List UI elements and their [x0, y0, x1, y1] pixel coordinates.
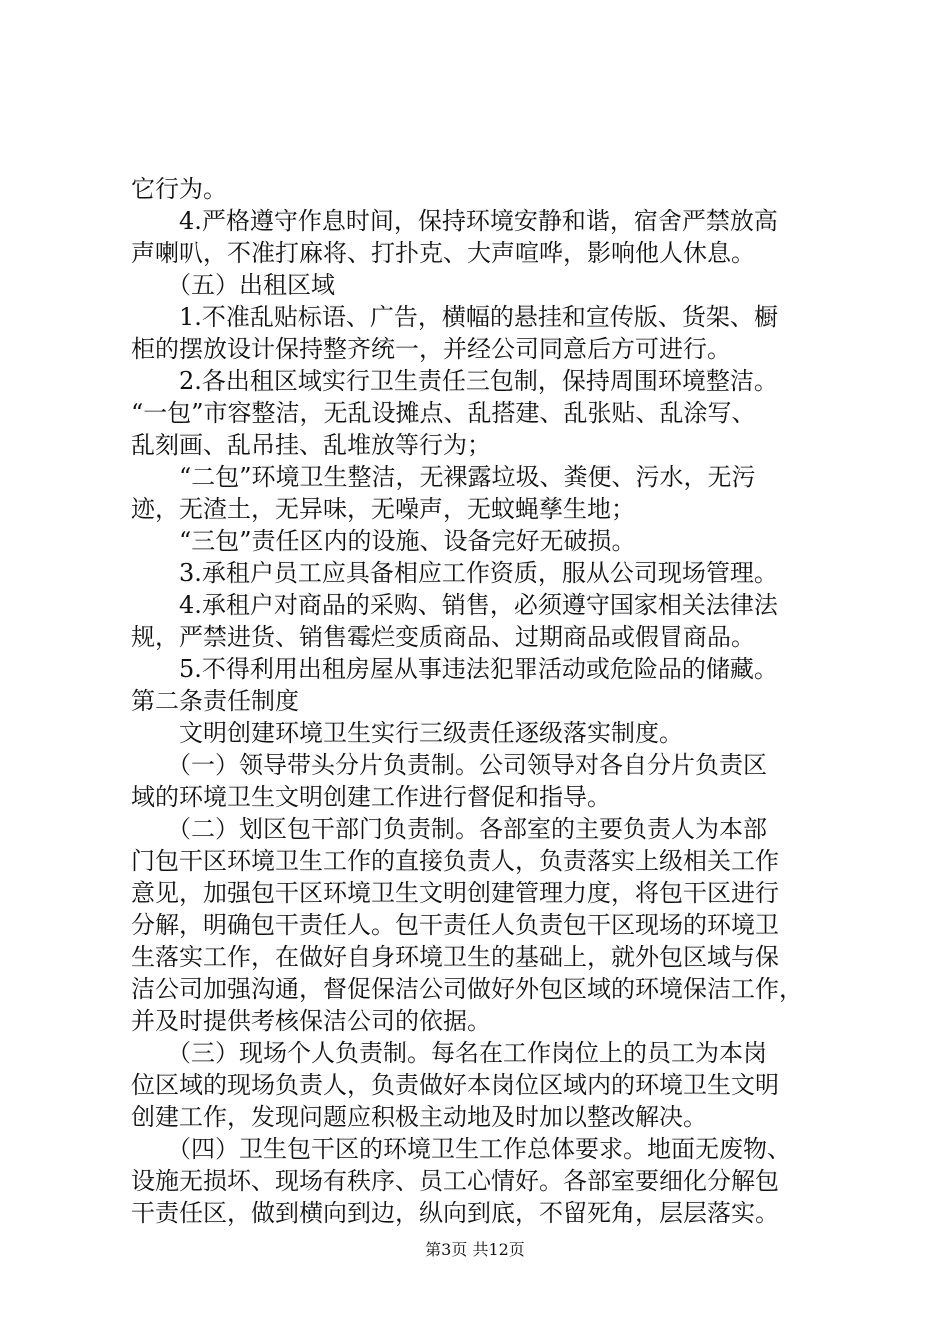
text-line: 设施无损坏、现场有秩序、员工心情好。各部室要细化分解包 — [131, 1167, 779, 1195]
text-line: 门包干区环境卫生工作的直接负责人，负责落实上级相关工作 — [131, 847, 779, 875]
text-line: 3.承租户员工应具备相应工作资质，服从公司现场管理。 — [131, 559, 778, 587]
text-line: 域的环境卫生文明创建工作进行督促和指导。 — [131, 783, 611, 811]
section-heading: （五）出租区域 — [131, 271, 335, 299]
text-line: 2.各出租区域实行卫生责任三包制，保持周围环境整洁。 — [131, 367, 778, 395]
text-line: 位区域的现场负责人，负责做好本岗位区域内的环境卫生文明 — [131, 1071, 779, 1099]
text-line: “二包”环境卫生整洁，无裸露垃圾、粪便、污水，无污 — [131, 463, 756, 491]
text-line: 声喇叭，不准打麻将、打扑克、大声喧哗，影响他人休息。 — [131, 239, 755, 267]
text-line: “一包”市容整洁，无乱设摊点、乱搭建、乱张贴、乱涂写、 — [131, 399, 756, 427]
page-number-footer: 第3页 共12页 — [425, 1240, 525, 1259]
document-body — [131, 173, 831, 1229]
text-line: 乱刻画、乱吊挂、乱堆放等行为； — [131, 431, 491, 459]
article-heading: 第二条责任制度 — [131, 687, 299, 715]
text-line: 柜的摆放设计保持整齐统一，并经公司同意后方可进行。 — [131, 335, 731, 363]
text-line: 4.承租户对商品的采购、销售，必须遵守国家相关法律法 — [131, 591, 778, 619]
text-line: 干责任区，做到横向到边，纵向到底，不留死角，层层落实。 — [131, 1199, 779, 1227]
text-line: 它行为。 — [131, 175, 227, 203]
text-line: 并及时提供考核保洁公司的依据。 — [131, 1007, 491, 1035]
text-line: 迹，无渣土，无异味，无噪声，无蚊蝇孳生地； — [131, 495, 635, 523]
text-line: 意见，加强包干区环境卫生文明创建管理力度，将包干区进行 — [131, 879, 779, 907]
text-line: （三）现场个人负责制。每名在工作岗位上的员工为本岗 — [131, 1039, 767, 1067]
text-line: 洁公司加强沟通，督促保洁公司做好外包区域的环境保洁工作， — [131, 975, 803, 1003]
text-line: （四）卫生包干区的环境卫生工作总体要求。地面无废物、 — [131, 1135, 791, 1163]
text-line: 规，严禁进货、销售霉烂变质商品、过期商品或假冒商品。 — [131, 623, 755, 651]
text-line: 创建工作，发现问题应积极主动地及时加以整改解决。 — [131, 1103, 707, 1131]
text-line: “三包”责任区内的设施、设备完好无破损。 — [131, 527, 636, 555]
text-line: 生落实工作，在做好自身环境卫生的基础上，就外包区域与保 — [131, 943, 779, 971]
text-line: 文明创建环境卫生实行三级责任逐级落实制度。 — [131, 719, 683, 747]
text-line: 分解，明确包干责任人。包干责任人负责包干区现场的环境卫 — [131, 911, 779, 939]
text-line: （一）领导带头分片负责制。公司领导对各自分片负责区 — [131, 751, 767, 779]
text-line: 1.不准乱贴标语、广告，横幅的悬挂和宣传版、货架、橱 — [131, 303, 778, 331]
text-line: 4.严格遵守作息时间，保持环境安静和谐，宿舍严禁放高 — [131, 207, 778, 235]
text-line: （二）划区包干部门负责制。各部室的主要负责人为本部 — [131, 815, 767, 843]
text-line: 5.不得利用出租房屋从事违法犯罪活动或危险品的储藏。 — [131, 655, 778, 683]
